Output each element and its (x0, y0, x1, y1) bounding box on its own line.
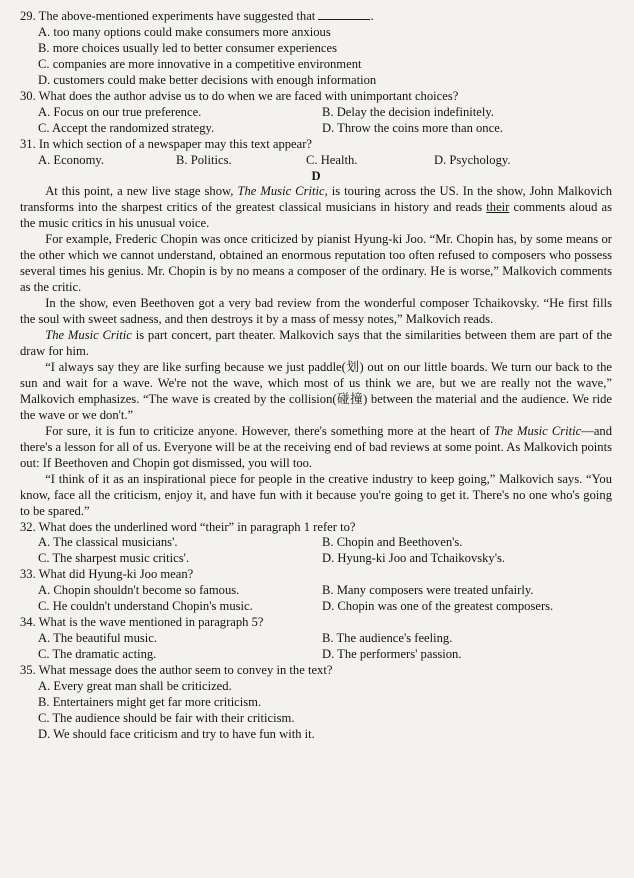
option-d: D. Throw the coins more than once. (322, 120, 503, 135)
option-row (38, 599, 612, 615)
option-c: C. The dramatic acting. (38, 647, 157, 662)
question-stem (20, 8, 612, 25)
paragraph-6 (20, 424, 612, 472)
question-30 (20, 89, 612, 137)
option-c: C. He couldn't understand Chopin's music. (38, 599, 253, 614)
question-stem: 33. What did Hyung-ki Joo mean? (20, 567, 194, 582)
option-b: B. Chopin and Beethoven's. (322, 535, 463, 550)
option-d: D. Chopin was one of the greatest composers. (322, 599, 554, 614)
option-a: A. Economy. (38, 152, 104, 167)
option-b: B. more choices usually led to better consumer experiences (38, 40, 337, 55)
option-row (38, 583, 612, 599)
text-run: is part concert, part theater. Malkovich says that the similarities between them are part of the draw for him. (20, 328, 612, 359)
text-run: At this point, a new live stage show, (45, 184, 238, 199)
option-c: C. companies are more innovative in a competitive environment (38, 56, 362, 71)
paragraph-1 (20, 184, 612, 232)
option-c: C. Health. (306, 152, 358, 167)
option-b: B. Delay the decision indefinitely. (322, 104, 494, 119)
section-label: D (311, 168, 321, 183)
paragraph-2: For example, Frederic Chopin was once criticized by pianist Hyung-ki Joo. “Mr. Chopin has, by some means or the other which we cannot understand, obtained an enormous reputation too often refused to composers who possess several times his genius. Mr. Chopin is by no means a composer of the ordinary. He is worse,” Malkovich comments as the critic. (20, 232, 612, 295)
text-run: —and there's a lesson for all of us. Everyone will be at the receiving end of bad reviews at some point. As Malkovich points out: If Beethoven and Chopin got dismissed, you will too. (20, 423, 612, 470)
option-a: A. The classical musicians'. (38, 535, 178, 550)
option-c: C. The sharpest music critics'. (38, 551, 190, 566)
option-a: A. Chopin shouldn't become so famous. (38, 583, 240, 598)
option-c: C. The audience should be fair with their criticism. (38, 710, 295, 725)
paragraph-4 (20, 328, 612, 360)
stem-text: 29. The above-mentioned experiments have suggested that (20, 9, 316, 23)
option-row (38, 647, 612, 663)
question-stem: 34. What is the wave mentioned in paragraph 5? (20, 615, 264, 630)
paragraph-7: “I think of it as an inspirational piece for people in the creative industry to keep going,” Malkovich says. “You know, face all the criticism, enjoy it, and have fun with it because you're going to get it. There's no one who's going to be spared.” (20, 471, 612, 518)
option-d: D. Hyung-ki Joo and Tchaikovsky's. (322, 551, 506, 566)
stem-period: . (370, 9, 374, 23)
question-35 (20, 663, 612, 743)
paragraph-5: “I always say they are like surfing because we just paddle(划) out on our little boards. We turn our back to the sun and wait for a wave. We're not the wave, which most of us think we are, but we are really not the wave,” Malkovich emphasizes. “The wave is created by the collision(碰撞) between the material and the audience. We ride the wave or we don't.” (20, 359, 612, 422)
option-row (38, 121, 612, 137)
show-title: The Music Critic (45, 328, 132, 343)
question-34 (20, 615, 612, 663)
option-b: B. Many composers were treated unfairly. (322, 583, 534, 598)
question-32 (20, 520, 612, 568)
reading-passage (20, 184, 612, 519)
show-title: The Music Critic (237, 184, 325, 199)
question-stem: 35. What message does the author seem to convey in the text? (20, 663, 333, 678)
option-row (38, 105, 612, 121)
option-row (38, 631, 612, 647)
option-d: D. customers could make better decisions with enough information (38, 72, 377, 87)
text-run: comments aloud as the music critics in his unusual voice. (20, 200, 612, 231)
text-run: , is touring across the US. In the show, John Malkovich transforms into the sharpest critics of the greatest classical musicians in history and reads (20, 184, 613, 215)
option-b: B. Politics. (176, 152, 232, 167)
text-run: For sure, it is fun to criticize anyone. However, there's something more at the heart of (45, 423, 494, 438)
question-stem: 30. What does the author advise us to do when we are faced with unimportant choices? (20, 88, 459, 103)
show-title: The Music Critic (493, 423, 582, 438)
option-a: A. too many options could make consumers more anxious (38, 24, 331, 39)
option-row (38, 535, 612, 551)
question-stem: 31. In which section of a newspaper may this text appear? (20, 136, 313, 151)
option-row (38, 551, 612, 567)
option-c: C. Accept the randomized strategy. (38, 120, 215, 135)
option-b: B. Entertainers might get far more criticism. (38, 694, 262, 709)
option-d: D. The performers' passion. (322, 647, 462, 662)
paragraph-3: In the show, even Beethoven got a very bad review from the wonderful composer Tchaikovsky. “He first fills the soul with sweet sadness, and then destroys it by a mass of messy notes,” Malkovich reads. (20, 296, 612, 327)
question-33 (20, 567, 612, 615)
underlined-word: their (486, 200, 510, 215)
question-stem: 32. What does the underlined word “their” in paragraph 1 refer to? (20, 519, 356, 534)
option-d: D. Psychology. (434, 152, 511, 167)
option-b: B. The audience's feeling. (322, 631, 453, 646)
option-d: D. We should face criticism and try to have fun with it. (38, 726, 315, 741)
option-row (38, 153, 612, 169)
question-29 (20, 8, 612, 89)
question-31 (20, 137, 612, 169)
answer-blank[interactable] (318, 8, 370, 20)
option-a: A. Every great man shall be criticized. (38, 679, 232, 694)
option-a: A. Focus on our true preference. (38, 104, 202, 119)
option-a: A. The beautiful music. (38, 631, 158, 646)
